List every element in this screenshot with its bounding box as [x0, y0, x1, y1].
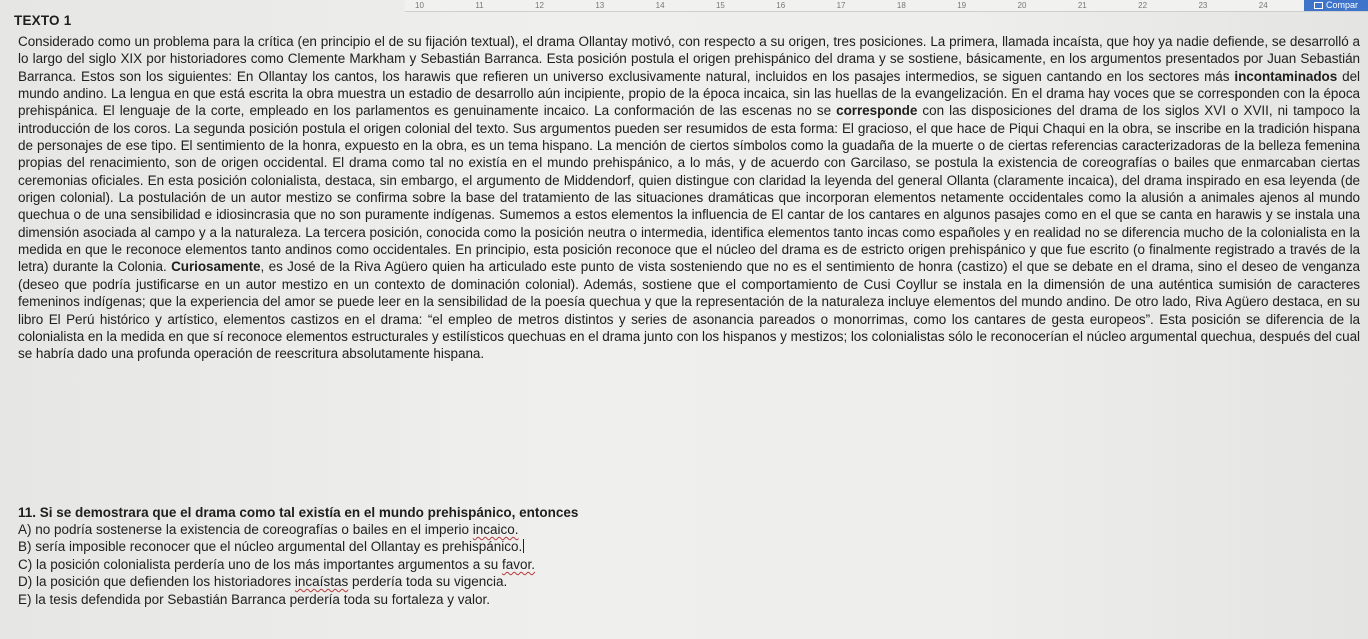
option-c[interactable] [18, 556, 918, 573]
ruler-number: 24 [1258, 1, 1268, 10]
spellcheck-flagged-word[interactable]: incaístas [294, 574, 349, 590]
passage-text: Considerado como un problema para la crítica (en principio el de su fijación textual), el drama Ollantay motivó, con respecto a su origen, tres posiciones. La primera, llamada incaísta, que hoy ya nadie defiende, se desarrolló a lo largo del siglo XIX por historiadores como Clemente Markham y Sebastián Barranca. Esta posición postula el origen prehispánico del drama y se sostiene, básicamente, en los argumentos presentados por Juan Sebastián Barranca. Estos son los siguientes: En Ollantay los cantos, los harawis que refieren un universo exclusivamente natural, incluidos en los pasajes intermedios, se siguen cantando en los sectores más [18, 34, 1360, 84]
question-stem: 11. Si se demostrara que el drama como tal existía en el mundo prehispánico, entonces [18, 505, 579, 520]
ruler-number: 21 [1077, 1, 1087, 10]
spellcheck-flagged-word[interactable]: incaico. [472, 522, 519, 537]
ruler-number: 22 [1138, 1, 1148, 10]
option-text: C) la posición colonialista perdería uno de los más importantes argumentos a su [18, 556, 503, 572]
ruler-number: 20 [1017, 1, 1027, 10]
compare-label: Compar [1325, 0, 1358, 10]
option-b[interactable] [18, 538, 918, 555]
option-text: A) no podría sostenerse la existencia de coreografías o bailes en el imperio [18, 522, 473, 537]
option-e[interactable] [18, 591, 918, 608]
option-a[interactable] [18, 521, 918, 538]
ruler-number: 15 [715, 1, 725, 10]
passage-bold-word: Curiosamente [171, 259, 261, 275]
horizontal-ruler[interactable] [405, 0, 1368, 12]
ruler-ticks [405, 0, 1368, 11]
ruler-number: 23 [1198, 1, 1208, 10]
ruler-number: 11 [475, 1, 484, 10]
ruler-number: 16 [776, 1, 786, 10]
option-text: perdería toda su vigencia. [348, 574, 508, 590]
reading-passage[interactable] [18, 33, 1360, 363]
option-text: B) sería imposible reconocer que el núcleo argumental del Ollantay es prehispánico. [18, 539, 523, 555]
passage-bold-word: corresponde [836, 103, 918, 119]
ruler-number: 19 [957, 1, 967, 10]
ruler-number: 18 [896, 1, 906, 10]
document-title: TEXTO 1 [14, 13, 72, 28]
passage-text: , es José de la Riva Agüero quien ha articulado este punto de vista sosteniendo que no es el sentimiento de honra (castizo) el que se debate en el drama, sino el deseo de venganza (deseo que podría justificarse en un autor mestizo en un contexto de dominación colonial). Además, sostiene que el comportamiento de Cusi Coyllur se instala en la dimensión de una auténtica sumisión de caracteres femeninos indígenas; que la experiencia del amor se puede leer en la sensibilidad de la poesía quechua y que la representación de la naturaleza incluye elementos del mundo andino. De otro lado, Riva Agüero destaca, en su libro El Perú histórico y artístico, elementos castizos en el drama: “el empleo de metros distintos y series de asonancia pareados o monorrimas, como los cantares de gesta europeos”. Esta posición se diferencia de la colonialista en la medida en que sí reconoce elementos estructurales y estilísticos quechuas en el drama junto con los hispanos y mestizos; los colonialistas sólo le reconocerían el núcleo argumental quechua, después del cual se habría dado una profunda operación de reescritura absolutamente hispana. [18, 259, 1360, 362]
compare-icon [1314, 2, 1323, 9]
ruler-number: 12 [535, 1, 544, 10]
passage-text: del mundo andino. La lengua en que está escrita la obra muestra un estadio de desarrollo aún incipiente, propio de la época incaica, sin las huellas de la evangelización. En el drama hay voces que se corresponden con la época prehispánica. El lenguaje de la corte, empleado en los parlamentos es genuinamente incaico. La conformación de las escenas no se [18, 68, 1360, 119]
option-d[interactable] [18, 573, 918, 590]
answer-options[interactable] [18, 521, 918, 608]
ruler-number: 13 [595, 1, 605, 10]
ruler-number: 14 [655, 1, 665, 10]
ruler-number: 10 [415, 1, 424, 10]
text-cursor [523, 539, 524, 553]
ruler-number: 17 [836, 1, 846, 10]
spellcheck-flagged-word[interactable]: favor. [502, 556, 536, 572]
passage-bold-word: incontaminados [1234, 68, 1338, 84]
option-text: D) la posición que defienden los historiadores [18, 574, 295, 590]
option-text: E) la tesis defendida por Sebastián Barranca perdería toda su fortaleza y valor. [18, 591, 491, 607]
compare-button[interactable] [1304, 0, 1368, 11]
passage-text: con las disposiciones del drama de los siglos XVI o XVII, ni tampoco la introducción de los coros. La segunda posición postula el origen colonial del texto. Sus argumentos pueden ser resumidos de esta forma: El gracioso, el que hace de Piqui Chaqui en la obra, se inscribe en la tradición hispana de personajes de ese tipo. El sentimiento de la honra, expuesto en la obra, es un tema hispano. La mención de ciertos símbolos como la guadaña de la muerte o de ciertas referencias caracterizadoras de la belleza femenina propias del renacimiento, son de origen occidental. El drama como tal no existía en el mundo prehispánico, a lo más, y de acuerdo con Garcilaso, se postula la existencia de coreografías o bailes que enmarcaban ciertas ceremonias oficiales. En esta posición colonialista, destaca, sin embargo, el argumento de Middendorf, quien distingue con claridad la leyenda del general Ollanta (claramente incaica), del drama inspirado en esa leyenda (de origen colonial). La postulación de un autor mestizo se confirma sobre la base del tratamiento de las situaciones dramáticas que incorporan elementos netamente occidentales como la alusión a animales ajenos al mundo quechua o de una sensibilidad e idiosincrasia que no son puramente indígenas. Sumemos a estos elementos la influencia de El cantar de los cantares en algunos pasajes como en el que se canta en harawis y se instala una dimensión asociada al campo y a la naturaleza. La tercera posición, conocida como la posición neutra o intermedia, identifica elementos tanto incas como españoles y en realidad no se diferencia mucho de la colonialista en la medida en que le reconoce elementos tanto andinos como occidentales. En principio, esta posición reconoce que el núcleo del drama es de estricto origen prehispánico y que fue escrito (o finalmente registrado a través de la letra) durante la Colonia. [18, 103, 1361, 275]
